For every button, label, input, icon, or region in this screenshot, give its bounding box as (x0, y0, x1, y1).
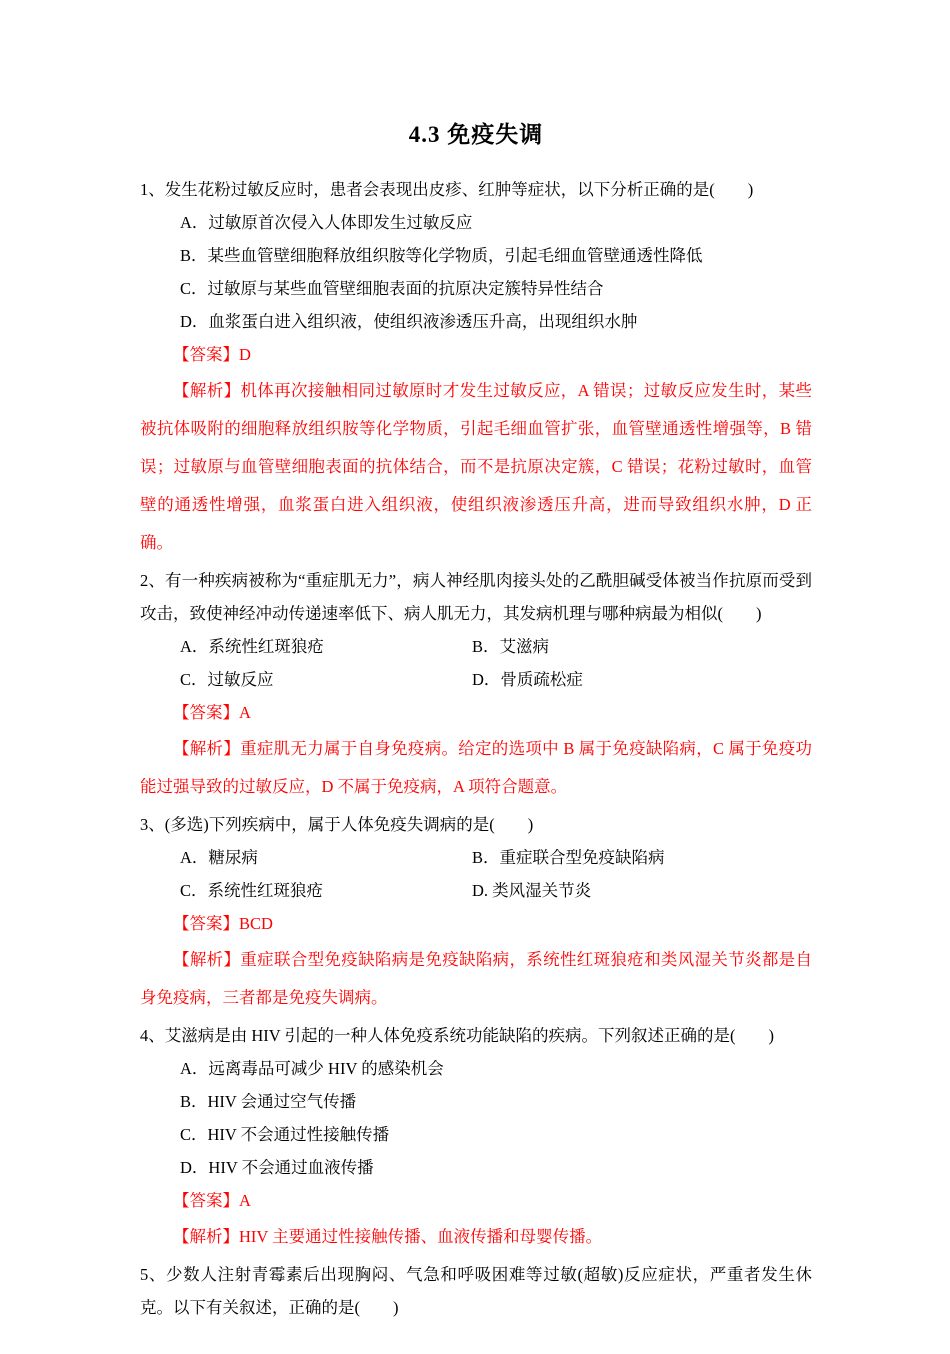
question-4-options (140, 1052, 812, 1184)
question-1-option-b: B．某些血管壁细胞释放组织胺等化学物质，引起毛细血管壁通透性降低 (180, 246, 703, 265)
question-4-answer: 【答案】A (173, 1191, 251, 1210)
question-2 (140, 564, 812, 806)
question-4-option-c: C．HIV 不会通过性接触传播 (180, 1125, 390, 1144)
question-2-answer: 【答案】A (173, 703, 251, 722)
question-1-answer: 【答案】D (173, 345, 251, 364)
question-1-option-a: A．过敏原首次侵入人体即发生过敏反应 (180, 213, 473, 232)
question-4-explanation: 【解析】HIV 主要通过性接触传播、血液传播和母婴传播。 (173, 1227, 603, 1246)
question-2-explanation: 【解析】重症肌无力属于自身免疫病。给定的选项中 B 属于免疫缺陷病，C 属于免疫功能过强导致的过敏反应，D 不属于免疫病，A 项符合题意。 (140, 739, 812, 796)
question-2-stem: 2、有一种疾病被称为“重症肌无力”，病人神经肌肉接头处的乙酰胆碱受体被当作抗原而受到攻击，致使神经冲动传递速率低下、病人肌无力，其发病机理与哪种病最为相似( ) (140, 571, 812, 623)
question-4-stem: 4、艾滋病是由 HIV 引起的一种人体免疫系统功能缺陷的疾病。下列叙述正确的是( ) (140, 1026, 775, 1045)
question-1-options (140, 206, 812, 338)
question-2-option-c: C．过敏反应 (180, 670, 274, 689)
question-5 (140, 1258, 812, 1324)
question-3-option-d: D. 类风湿关节炎 (472, 881, 592, 900)
question-3 (140, 808, 812, 1017)
question-4-option-d: D．HIV 不会通过血液传播 (180, 1158, 374, 1177)
question-4-option-a: A．远离毒品可减少 HIV 的感染机会 (180, 1059, 444, 1078)
question-5-stem: 5、少数人注射青霉素后出现胸闷、气急和呼吸困难等过敏(超敏)反应症状，严重者发生休克。以下有关叙述，正确的是( ) (140, 1265, 812, 1317)
question-3-option-b: B．重症联合型免疫缺陷病 (472, 848, 665, 867)
page-title: 4.3 免疫失调 (408, 122, 544, 147)
question-4-option-b: B．HIV 会通过空气传播 (180, 1092, 357, 1111)
question-1-stem: 1、发生花粉过敏反应时，患者会表现出皮疹、红肿等症状，以下分析正确的是( ) (140, 180, 754, 199)
question-1-explanation: 【解析】机体再次接触相同过敏原时才发生过敏反应，A 错误；过敏反应发生时，某些被抗体吸附的细胞释放组织胺等化学物质，引起毛细血管扩张，血管壁通透性增强等，B 错误；过敏原与血管壁细胞表面的抗体结合，而不是抗原决定簇，C 错误；花粉过敏时，血管壁的通透性增强，血浆蛋白进入组织液，使组织液渗透压升高，进而导致组织水肿，D 正确。 (140, 381, 812, 552)
question-3-option-a: A．糖尿病 (180, 848, 258, 867)
question-1 (140, 173, 812, 562)
question-3-answer: 【答案】BCD (173, 914, 273, 933)
question-2-options (140, 630, 812, 696)
question-4 (140, 1019, 812, 1256)
question-2-option-a: A．系统性红斑狼疮 (180, 637, 324, 656)
question-3-options (140, 841, 812, 907)
question-2-option-b: B．艾滋病 (472, 637, 550, 656)
question-3-explanation: 【解析】重症联合型免疫缺陷病是免疫缺陷病，系统性红斑狼疮和类风湿关节炎都是自身免疫病，三者都是免疫失调病。 (140, 950, 812, 1007)
question-3-stem: 3、(多选)下列疾病中，属于人体免疫失调病的是( ) (140, 815, 534, 834)
question-1-option-c: C．过敏原与某些血管壁细胞表面的抗原决定簇特异性结合 (180, 279, 604, 298)
question-1-option-d: D．血浆蛋白进入组织液，使组织液渗透压升高，出现组织水肿 (180, 312, 638, 331)
question-2-option-d: D．骨质疏松症 (472, 670, 583, 689)
question-3-option-c: C．系统性红斑狼疮 (180, 881, 324, 900)
